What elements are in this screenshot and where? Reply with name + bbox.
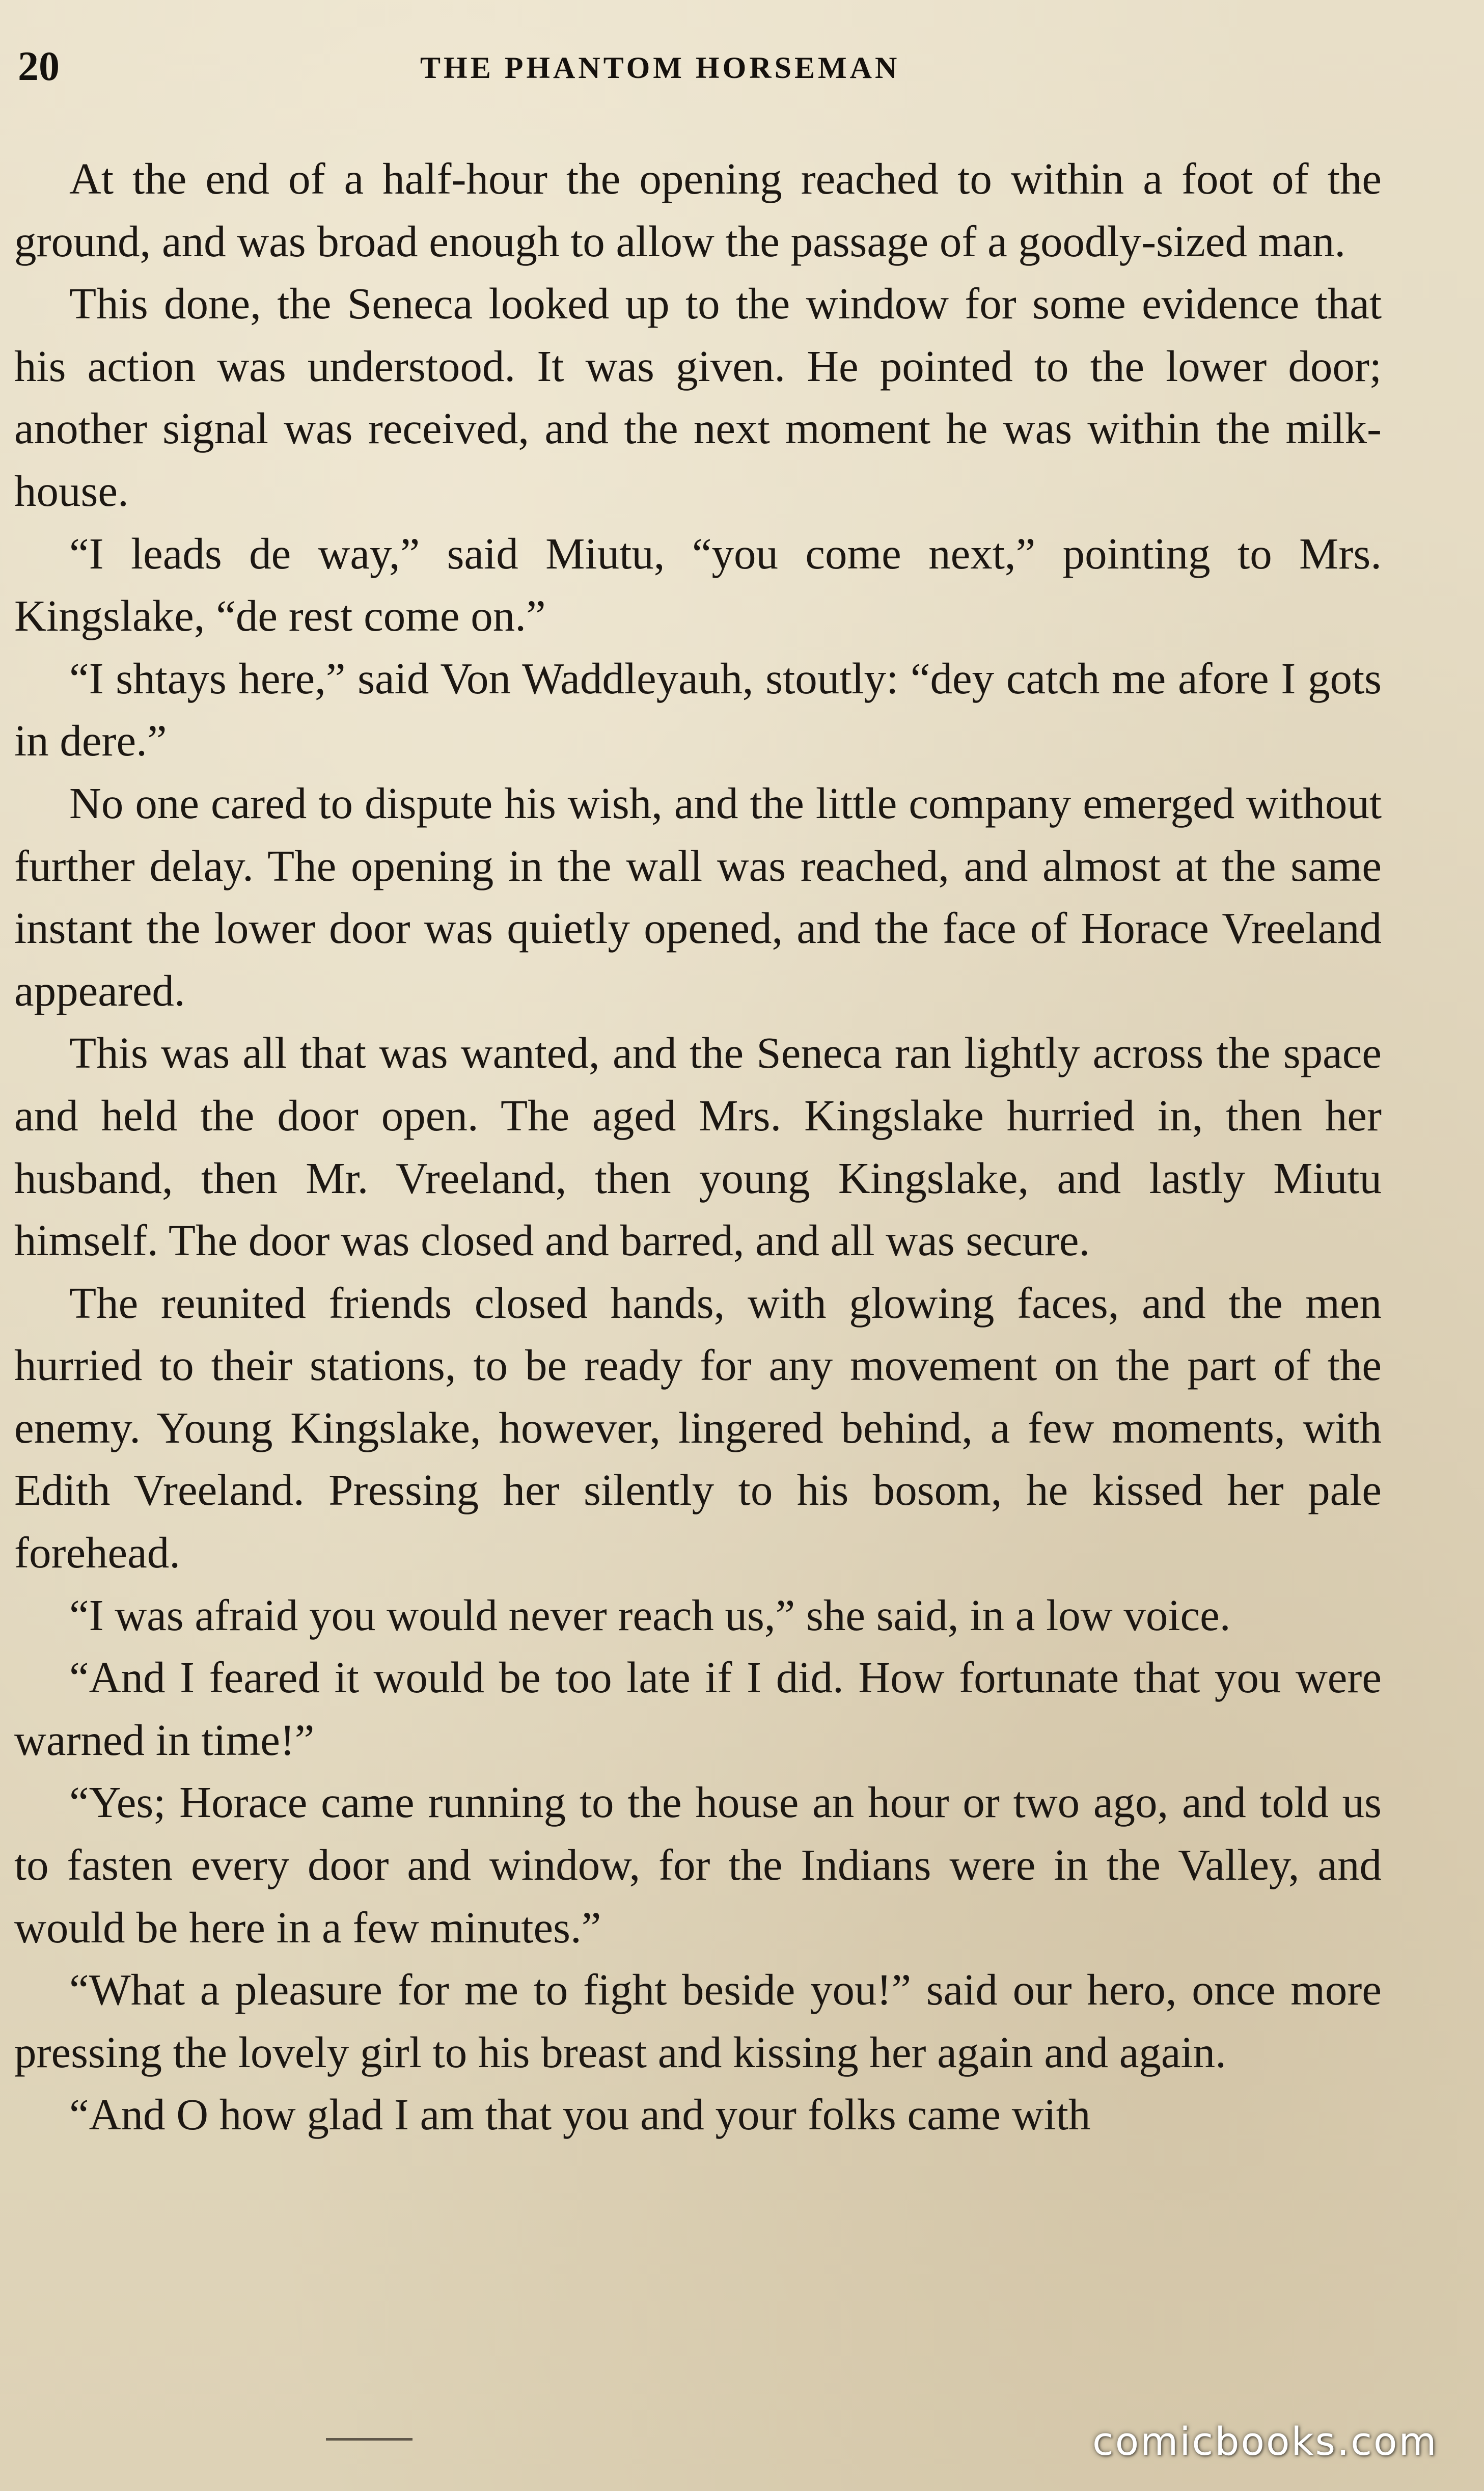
paragraph: “I shtays here,” said Von Waddleyauh, stoutly: “dey catch me afore I gots in dere.” xyxy=(14,653,1382,766)
page-number: 20 xyxy=(18,43,60,89)
page-header xyxy=(18,43,1423,89)
paragraph: This done, the Seneca looked up to the window for some evidence that his action was understood. It was given. He pointed to the lower door; another signal was received, and the next moment he was within the milk-house. xyxy=(14,279,1382,516)
paragraph: The reunited friends closed hands, with glowing faces, and the men hurried to their stations, to be ready for any movement on the part of the enemy. Young Kingslake, however, lingered behind, a few moments, with Edith Vreeland. Pressing her silently to his bosom, he kissed her pale forehead. xyxy=(14,1278,1382,1578)
running-head: THE PHANTOM HORSEMAN xyxy=(420,51,900,85)
paragraph: “Yes; Horace came running to the house an hour or two ago, and told us to fasten every door and window, for the Indians were in the Valley, and would be here in a few minutes.” xyxy=(14,1777,1382,1952)
watermark: comicbooks.com xyxy=(1092,2419,1438,2464)
paragraph: “I was afraid you would never reach us,” she said, in a low voice. xyxy=(69,1590,1231,1640)
paragraph: This was all that was wanted, and the Seneca ran lightly across the space and held the door open. The aged Mrs. Kingslake hurried in, then her husband, then Mr. Vreeland, then young Kingslake, and lastly Miutu himself. The door was closed and barred, and all was secure. xyxy=(14,1028,1382,1265)
body-text xyxy=(14,148,1382,2146)
paragraph: At the end of a half-hour the opening reached to within a foot of the ground, and was broad enough to allow the passage of a goodly-sized man. xyxy=(14,154,1382,266)
bottom-rule xyxy=(326,2438,413,2441)
paragraph: “I leads de way,” said Miutu, “you come next,” pointing to Mrs. Kingslake, “de rest come on.” xyxy=(14,528,1382,641)
paragraph: “And O how glad I am that you and your folks came with xyxy=(69,2090,1091,2140)
paragraph: “And I feared it would be too late if I did. How fortunate that you were warned in time!” xyxy=(14,1653,1382,1765)
paragraph: “What a pleasure for me to fight beside you!” said our hero, once more pressing the lovely girl to his breast and kissing her again and again. xyxy=(14,1965,1382,2077)
paragraph: No one cared to dispute his wish, and the little company emerged without further delay. The opening in the wall was reached, and almost at the same instant the lower door was quietly opened, and the face of Horace Vreeland appeared. xyxy=(14,778,1382,1015)
